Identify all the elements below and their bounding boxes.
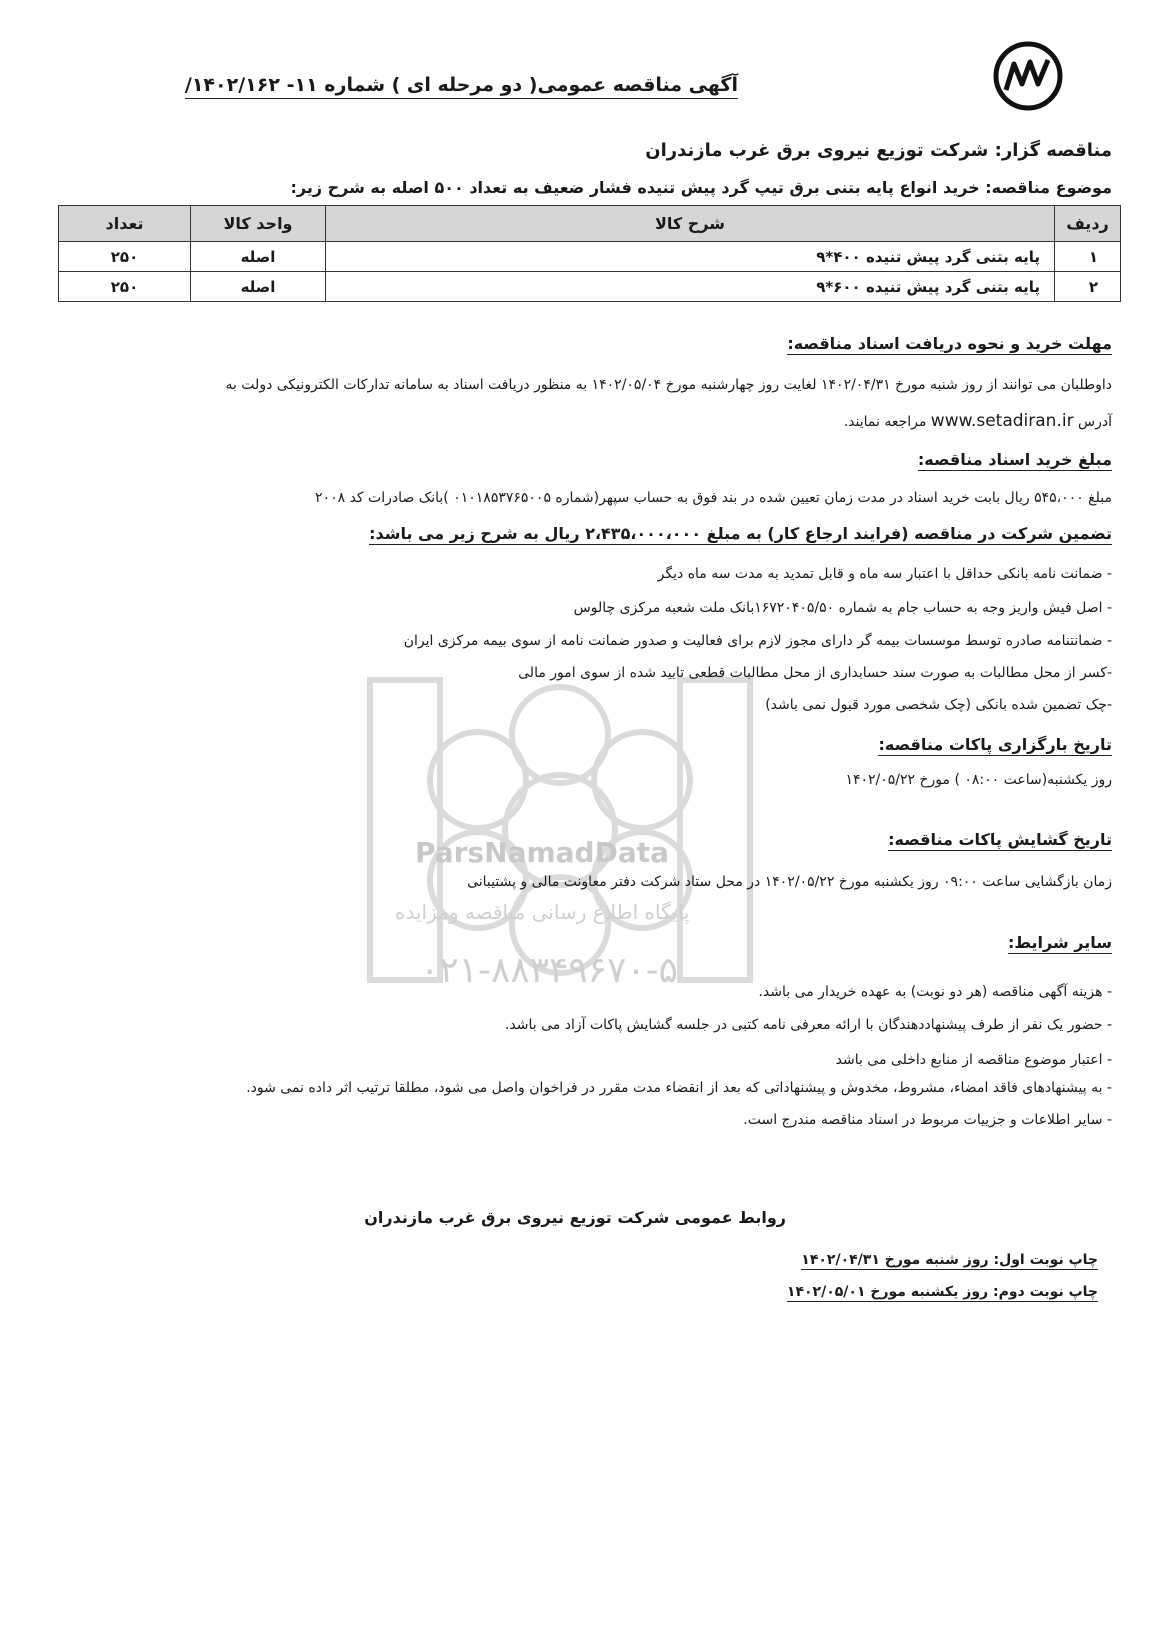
- item-quantity: ۲۵۰: [59, 242, 191, 272]
- item-description: پایه بتنی گرد پیش تنیده ۴۰۰*۹: [326, 242, 1055, 272]
- opening-text: زمان بازگشایی ساعت ۰۹:۰۰ روز یکشنبه مورخ ۱۴۰۲/۰۵/۲۲ در محل ستاد شرکت دفتر معاونت مالی و پشتیبانی: [467, 874, 1112, 890]
- table-row: [59, 272, 1121, 302]
- tender-subject: موضوع مناقصه: خرید انواع پایه بتنی برق تیپ گرد پیش تنیده فشار ضعیف به تعداد ۵۰۰ اصله به شرح زیر:: [290, 178, 1112, 197]
- notice-title: آگهی مناقصه عمومی( دو مرحله ای ) شماره ۱۱- ۱۴۰۲/۱۶۲/: [185, 74, 738, 99]
- public-relations-signature: روابط عمومی شرکت توزیع نیروی برق غرب مازندران: [364, 1208, 786, 1227]
- guarantee-item: - اصل فیش واریز وجه به حساب جام به شماره ۱۶۷۲۰۴۰۵/۵۰بانک ملت شعبه مرکزی چالوس: [573, 600, 1112, 616]
- guarantee-heading: تضمین شرکت در مناقصه (فرایند ارجاع کار) به مبلغ ۲،۴۳۵،۰۰۰،۰۰۰ ریال به شرح زیر می باشد:: [369, 524, 1112, 543]
- other-conditions-heading: سایر شرایط:: [1008, 933, 1112, 952]
- row-number: ۲: [1055, 272, 1121, 302]
- item-quantity: ۲۵۰: [59, 272, 191, 302]
- fee-text: مبلغ ۵۴۵،۰۰۰ ریال بابت خرید اسناد در مدت زمان تعیین شده در بند فوق به حساب سپهر(شماره ۰۱۰۱۸۵۳۷۶۵۰۰۵ )بانک صادرات کد ۲۰۰۸: [315, 490, 1112, 506]
- condition-item: - سایر اطلاعات و جزییات مربوط در اسناد مناقصه مندرج است.: [743, 1112, 1112, 1128]
- table-row: [59, 242, 1121, 272]
- session-text: روز یکشنبه(ساعت ۰۸:۰۰ ) مورخ ۱۴۰۲/۰۵/۲۲: [845, 772, 1112, 788]
- guarantee-item: - ضمانتنامه صادره توسط موسسات بیمه گر دارای مجوز لازم برای فعالیت و صدور ضمانت نامه از سوی بیمه مرکزی ایران: [403, 633, 1112, 649]
- tender-issuer: مناقصه گزار: شرکت توزیع نیروی برق غرب مازندران: [645, 140, 1112, 161]
- condition-item: - هزینه آگهی مناقصه (هر دو نوبت) به عهده خریدار می باشد.: [758, 984, 1112, 1000]
- item-description: پایه بتنی گرد پیش تنیده ۶۰۰*۹: [326, 272, 1055, 302]
- company-logo-icon: [992, 40, 1064, 112]
- item-unit: اصله: [191, 242, 326, 272]
- session-heading: تاریخ بارگزاری پاکات مناقصه:: [878, 735, 1112, 754]
- guarantee-item: - ضمانت نامه بانکی حداقل با اعتبار سه ماه و قابل تمدید به مدت سه ماه دیگر: [657, 566, 1112, 582]
- opening-heading: تاریخ گشایش پاکات مناقصه:: [888, 830, 1112, 849]
- deadline-text-2: [844, 411, 1112, 431]
- item-unit: اصله: [191, 272, 326, 302]
- row-number: ۱: [1055, 242, 1121, 272]
- watermark-brand: ParsNamadData: [415, 836, 669, 869]
- fee-heading: مبلغ خرید اسناد مناقصه:: [917, 450, 1112, 469]
- column-header-row-no: ردیف: [1055, 206, 1121, 242]
- condition-item: - به پیشنهادهای فاقد امضاء، مشروط، مخدوش و پیشنهاداتی که بعد از انقضاء مدت مقرر در فراخوان واصل می شود، مطلقا ترتیب اثر داده نمی شود.: [246, 1080, 1112, 1096]
- watermark-caption: پایگاه اطلاع رسانی مناقصه ومزایده: [395, 900, 690, 924]
- first-print-date: چاپ نوبت اول: روز شنبه مورخ ۱۴۰۲/۰۴/۳۱: [801, 1252, 1098, 1268]
- refer-text: مراجعه نمایند.: [843, 414, 927, 430]
- table-header-row: [59, 206, 1121, 242]
- column-header-description: شرح کالا: [326, 206, 1055, 242]
- setadiran-link[interactable]: www.setadiran.ir: [930, 411, 1074, 431]
- guarantee-item: -کسر از محل مطالبات به صورت سند حسابداری از محل مطالبات قطعی تایید شده از سوی امور مالی: [518, 665, 1112, 681]
- items-table: [58, 205, 1121, 302]
- column-header-quantity: تعداد: [59, 206, 191, 242]
- watermark-phone: ۰۲۱-۸۸۳۴۹۶۷۰-۵: [420, 950, 679, 991]
- deadline-text: داوطلبان می توانند از روز شنبه مورخ ۱۴۰۲/۰۴/۳۱ لغایت روز چهارشنبه مورخ ۱۴۰۲/۰۵/۰۴ به منظور دریافت اسناد به سامانه تدارکات الکترونیکی دولت به: [225, 377, 1112, 393]
- address-label: آدرس: [1078, 414, 1112, 430]
- deadline-heading: مهلت خرید و نحوه دریافت اسناد مناقصه:: [787, 334, 1112, 353]
- condition-item: - حضور یک نفر از طرف پیشنهاددهندگان با ارائه معرفی نامه کتبی در جلسه گشایش پاکات آزاد می باشد.: [504, 1017, 1112, 1033]
- column-header-unit: واحد کالا: [191, 206, 326, 242]
- condition-item: - اعتبار موضوع مناقصه از منابع داخلی می باشد: [835, 1052, 1112, 1068]
- guarantee-item: -چک تضمین شده بانکی (چک شخصی مورد قبول نمی باشد): [765, 697, 1112, 713]
- second-print-date: چاپ نوبت دوم: روز یکشنبه مورخ ۱۴۰۲/۰۵/۰۱: [786, 1284, 1098, 1300]
